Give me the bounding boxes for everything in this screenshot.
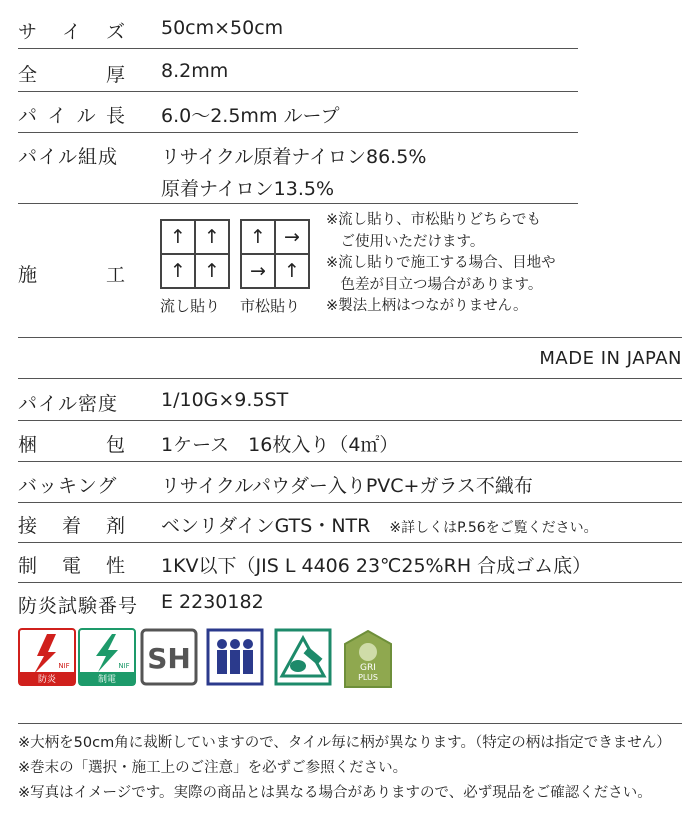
- gri-icon-text2: PLUS: [358, 673, 378, 682]
- antistatic-icon: [78, 628, 136, 686]
- divider: [18, 132, 578, 133]
- install-caption-straight: 流し貼り: [160, 297, 221, 315]
- divider: [18, 91, 578, 92]
- install-note: ご使用いただけます。: [326, 233, 485, 250]
- install-note: ※流し貼り、市松貼りどちらでも: [326, 212, 542, 228]
- spec-label-adhesive: 接 着 剤: [18, 515, 126, 537]
- people-icon: [206, 628, 264, 686]
- spec-value-density: 1/10G×9.5ST: [161, 389, 289, 411]
- spec-label-installation: 施 工: [18, 264, 126, 286]
- spec-value-pile-length: 6.0〜2.5mm ループ: [161, 105, 340, 127]
- antistatic-icon-label: 制電: [97, 675, 117, 685]
- spec-value-fireproof: E 2230182: [161, 591, 264, 613]
- divider: [18, 48, 578, 49]
- sh-icon: [140, 628, 198, 686]
- install-diagram-straight: [160, 219, 230, 289]
- install-caption-checker: 市松貼り: [240, 297, 301, 315]
- spec-label-fireproof: 防炎試験番号: [18, 595, 139, 617]
- install-notes: [326, 210, 556, 318]
- install-note: ※流し貼りで施工する場合、目地や: [326, 255, 556, 271]
- divider: [18, 502, 682, 503]
- spec-label-composition: パイル組成: [18, 146, 119, 168]
- spec-label-density: パイル密度: [18, 393, 119, 415]
- install-diagram-checker: [240, 219, 310, 289]
- fire-icon-small: NIF: [58, 662, 70, 670]
- spec-value-composition-1: リサイクル原着ナイロン86.5%: [161, 146, 427, 168]
- divider: [18, 420, 682, 421]
- arrow-up-icon: ↑: [195, 254, 229, 288]
- arrow-up-icon: ↑: [161, 220, 195, 254]
- sh-icon-text: SH: [147, 642, 191, 675]
- spec-label-thickness: 全 厚: [18, 64, 126, 86]
- label-spread: サ イ ズ: [18, 21, 126, 43]
- divider: [18, 723, 682, 724]
- spec-label-size: [18, 17, 126, 44]
- arrow-up-icon: ↑: [275, 254, 309, 288]
- divider: [18, 378, 682, 379]
- gri-plus-icon: [343, 630, 401, 688]
- spec-value-composition-2: 原着ナイロン13.5%: [161, 178, 335, 200]
- spec-label-pile-length: パ イ ル 長: [18, 105, 126, 127]
- arrow-up-icon: ↑: [161, 254, 195, 288]
- footer-note-3: ※写真はイメージです。実際の商品とは異なる場合がありますので、必ず現品をご確認ください。: [18, 785, 652, 801]
- spec-value-size: 50cm×50cm: [161, 17, 284, 39]
- spec-value-packing: 1ケース 16枚入り（4㎡）: [161, 434, 399, 456]
- gri-icon-text: GRI: [360, 663, 376, 673]
- environment-icon: [274, 628, 332, 686]
- footer-note-1: ※大柄を50cm角に裁断していますので、タイル毎に柄が異なります。（特定の柄は指定できません）: [18, 735, 671, 751]
- spec-label-backing: バッキング: [18, 475, 118, 497]
- install-note: 色差が目立つ場合があります。: [326, 276, 543, 293]
- arrow-up-icon: ↑: [195, 220, 229, 254]
- fire-retardant-icon: [18, 628, 76, 686]
- divider: [18, 582, 682, 583]
- spec-label-packing: 梱 包: [18, 434, 126, 456]
- arrow-up-icon: ↑: [241, 220, 275, 254]
- divider: [18, 203, 578, 204]
- spec-value-adhesive: [161, 511, 598, 538]
- install-note: ※製法上柄はつながりません。: [326, 298, 528, 314]
- arrow-right-icon: →: [241, 254, 275, 288]
- arrow-right-icon: →: [275, 220, 309, 254]
- divider: [18, 542, 682, 543]
- adhesive-note: ※詳しくはP.56をご覧ください。: [389, 520, 598, 536]
- antistatic-icon-small: NIF: [118, 662, 130, 670]
- spec-value-antistatic: 1KV以下（JIS L 4406 23℃25%RH 合成ゴム底）: [161, 555, 592, 577]
- divider: [18, 337, 682, 338]
- spec-label-antistatic: 制 電 性: [18, 555, 126, 577]
- fire-icon-label: 防炎: [37, 675, 57, 685]
- spec-value-backing: リサイクルパウダー入りPVC+ガラス不織布: [161, 475, 533, 497]
- adhesive-name: ベンリダインGTS・NTR: [161, 515, 371, 537]
- divider: [18, 461, 682, 462]
- footer-note-2: ※巻末の「選択・施工上のご注意」を必ずご参照ください。: [18, 760, 408, 776]
- made-in-japan: MADE IN JAPAN: [539, 348, 682, 369]
- spec-value-thickness: 8.2mm: [161, 60, 229, 82]
